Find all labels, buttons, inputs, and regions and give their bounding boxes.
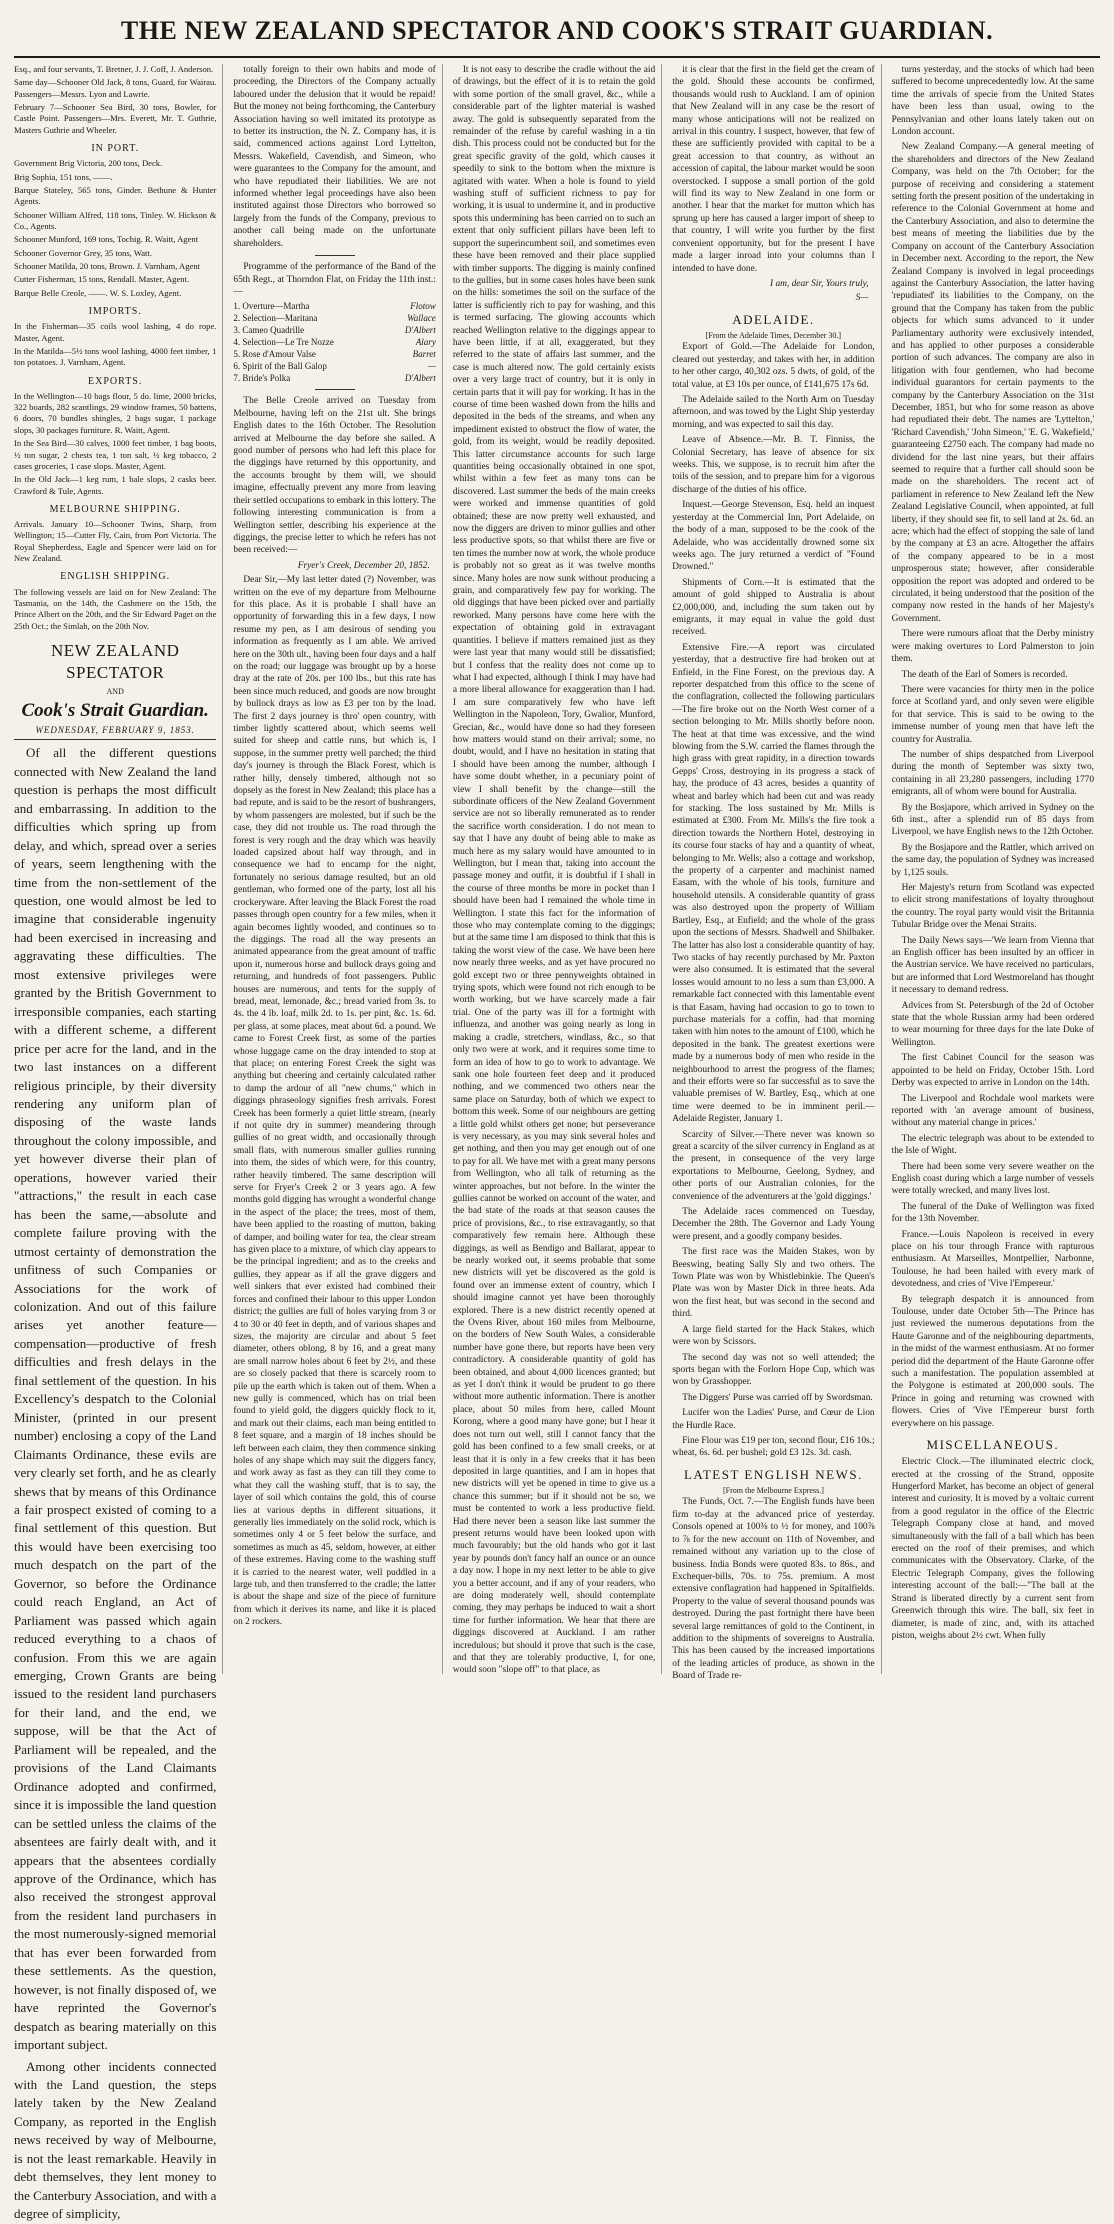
in-port-entry: Schooner Munford, 169 tons, Tochig. R. Waitt, Agent [14,234,199,245]
in-port-heading: IN PORT. [91,143,140,155]
news-paragraph: The first race was the Maiden Stakes, won by Beeswing, beating Sally Sly and two others. The Town Plate was won by Whistlebinkie. The Queen's Plate was won by Master Dick in three heats. Ada won the first heat, but was second in the second and third. [672,1247,875,1320]
news-paragraph: By the Bosjapore, which arrived in Sydney on the 6th inst., after a splendid run of 85 days from Liverpool, we have English news to the 12th October. [891,802,1095,838]
news-paragraph: Lucifer won the Ladies' Purse, and Cœur de Lion the Hurdle Race. [672,1408,875,1431]
in-port-entry: Schooner Governor Grey, 35 tons, Watt. [14,247,152,258]
programme-intro: Programme of the performance of the Band of the 65th Regt., at Thorndon Flat, on Friday the 11th inst.:— [233,262,436,297]
letter-paragraph: Dear Sir,—My last letter dated (?) November, was written on the eve of my departure from Melbourne for this place. As it is probable I shall have an opportunity of forwarding this in a few days, I now resume my pen, as I am desirous of sending you information as frequently as I am able. We arrived here on the 30th ult., having been four days and a half on the road; our luggage was brought up by a horse dray at the rate of 20s. per 100 lbs., but this rate has been since much reduced, and goods are now brought by bullock drays as low as £3 per ton by the load. The first 2 days journey is thro' open country, with timber lightly scattered about, which seems well suited for sheep and cattle runs, but which is, I suppose, in the summer pretty well parched; the third day's journey is through the Black Forest, which is rather hilly, densely timbered, although not so dopsely as the forest in New Zealand; this place has a bad repute, and is said to be the resort of bushrangers, by whom passengers are molested, but if such be the case, they did not trouble us. The road through the forest is very rough and the dray which was heavily loaded capsized about half way through, and in consequence we had to encamp for the night, fortunately no serious damage resulted, but an old gentleman, who formed one of the party, lost all his crockeryware. After leaving the Black Forest the road passes through open country for a few miles, when it again becomes lightly wooded, and continues so to the diggings. The road all the way presents an animated appearance from the great amount of traffic upon it, numerous horse and bullock drays going and returning, and hundreds of foot passengers. Public houses are numerous, and tents for the supply of bread, meat, lemonade, &c.; bread varied from 3s. to 4s. the 4 lb. loaf, milk 2d. to 1s. per pint, &c. 1s. 6d. per glass, at some places, meat about 6d. a pound. We came to Forest Creek first, as some of the parties whose luggage came on the dray intended to stop at that place; on entering Forest Creek the sight was anything but cheering and certainly calculated rather to damp the ardour of all "new chums," which in diggings phraseology signifies fresh arrivals. Forest Creek has been formerly a quiet little stream, (nearly if not quite dry in summer) meandering through gullies of no great width, and occasionally through small flats, with numerous smaller gullies running into them, the sides of which were, for this country, rather heavily timbered. The same description will serve for Fryer's Creek 2 or 3 years ago. A few months gold digging has wrought a wonderful change in the aspect of the place; the trees, most of them, have been applied to the roasting of mutton, baking of damper, and boiling water for tea, the clear stream has given place to a mixture, of which clay appears to be the principal ingredient; and as to the creeks and gullies, they appear as if all the grave diggers and well sinkers that ever existed had combined their forces and confined their labour to this upper London district; the gullies are full of holes varying from 3 or 4 to 30 or 40 feet in depth, and of various shapes and sizes, the majority are circular and about 5 feet diameter, others oblong, 8 by 16, and a great many are small narrow holes about 6 feet by 2½, and these are so closely packed that there is scarcely room to pile up the earth which is taken out of them. When a new gully is commenced, which has on trial been found to yield gold, the diggers quickly flock to it, and mark out their claims, each man being entitled to 8 feet square, and a margin of 18 inches should be left between each claim, they then commence sinking holes of any shape which may suit the diggers fancy, and work away as fast as they can till they come to what they call the washing stuff, that is to say, the layer of soil which contains the gold, this of course lies at various depths in different situations, it generally lies immediately on the solid rock, which is sometimes only 4 or 5 feet below the surface, and sometimes as much as 45, seldom, however, at either of these extremes. Having come to the washing stuff it is carried to the nearest water, well puddled in a large tub, and then transferred to the cradle; the latter is about the shape and size of the piece of furniture from which it derives its name, and like it is placed on 2 rockers. [233,575,436,1628]
article-paragraph: The Belle Creole arrived on Tuesday from Melbourne, having left on the 21st ult. She brings English dates to the 16th October. The Resolution arrived at Melbourne the day before she sailed. A good number of persons who had left this place for the diggings have returned by this opportunity, and the accounts brought by them will, we should imagine, effectually prevent any more from leaving their settled occupations to embark in this lottery. The following interesting communication is from a Wellington settler, describing his experience at the diggings, the precise letter to which he refers has not been received:— [233,396,436,556]
in-port-entry: Cutter Fisherman, 15 tons, Rendall. Master, Agent. [14,274,190,285]
exports-entry: In the Old Jack—1 keg rum, 1 bale slops, 2 casks beer. Crawford & Tule, Agents. [14,474,217,496]
divider [315,389,355,390]
news-paragraph: The funeral of the Duke of Wellington was fixed for the 13th November. [891,1201,1095,1225]
column-1 [14,64,223,2222]
news-paragraph: By the Bosjapore and the Rattler, which arrived on the same day, the population of Sydney was increased by 1,125 souls. [891,842,1095,878]
news-paragraph: Advices from St. Petersburgh of the 2d of October state that the whole Russian army had been ordered to wear mourning for three days for the late Duke of Wellington. [891,1000,1095,1048]
masthead-rule [14,56,1100,58]
news-paragraph: The second day was not so well attended; the sports began with the Forlorn Hope Cup, which was won by Grasshopper. [672,1352,875,1388]
latest-news-source: [From the Melbourne Express.] [722,1485,824,1495]
news-paragraph: Extensive Fire.—A report was circulated yesterday, that a destructive fire had broken out at Enfield, in the Fine Forest, on the previous day. A reporter despatched from this office to the scene of the conflagration, collected the following particulars—The fire broke out on the North West corner of a section belonging to Mr. Mills shortly before noon. The heat at that time was excessive, and the wind blowing from the S.W. carried the flames through the high grass with great rapidity, in a direction towards Gepps' Cross, destroying in its progress a stack of hay, the produce of 43 acres, besides a quantity of wheat and barley which had been cut and was ready for stacking. The loss sustained by Mr. Mills is estimated at £300. From Mr. Mills's the fire took a direction towards the Northern Hotel, destroying in its course four stacks of hay and a quantity of wheat, belonging to Mr. Wells; also a cottage and workshop, the property of a carpenter and machinist named Easam, with the whole of his tools, furniture and household utensils. A considerable quantity of grass was also destroyed upon the property of William Bartley, Esq., at Enfield; and the whole of the grass upon the sections of Messrs. Shadwell and Shilbaker. The latter has also lost a considerable quantity of hay. Two stacks of hay recently purchased by Mr. Paxton were also consumed. It is estimated that the several losses would amount to no less a sum than £3,000. A remarkable fact connected with this lamentable event is that Easam, having had occasion to go to town to purchase materials for a coffin, had that morning taken with him notes to the amount of £100, which he deposited in the bank. The greatest exertions were made by a numerous body of men who reside in the neighbourhood to arrest the progress of the flames; and their efforts were so far successful as to save the valuable premises of W. Bartley, Esq., which at one time were deemed to be in imminent peril.—Adelaide Register, January 1. [672,642,875,1125]
news-paragraph: The Adelaide sailed to the North Arm on Tuesday afternoon, and was towed by the Light Ship yesterday morning, and was expected to sail this day. [672,395,875,430]
news-paragraph: There were vacancies for thirty men in the police force at Scotland yard, and only seven were eligible for that service. This is said to be owing to the immense number of young men that have left the country for Australia. [891,684,1095,745]
letter-paragraph: it is clear that the first in the field get the cream of the gold. Should these accounts be confirmed, thousands would rush to Auckland. I am of opinion that New Zealand will in any case be the resort of many whose anticipations will not be realized on arrival in this country. I suspect, however, that few of these are sufficiently provided with capital to be a great accession to that country, as without an accession of capital, the labour market would be soon overstocked. I suppose a small portion of the gold will find its way to New Zealand in one form or another. I hear that the market for mutton which has sprung up here has caused a larger import of sheep to that country, I will write you further by the first convenient opportunity, but for the present I have made a larger inroad into your columns than I intended to have done. [672,65,875,274]
programme-item: 2. Selection—Maritana Wallace [233,313,436,324]
news-paragraph: The Diggers' Purse was carried off by Swordsman. [682,1392,873,1403]
passenger-entry: Same day—Schooner Old Jack, 8 tons, Guard, for Wairau. Passengers—Messrs. Lyon and Lawrie. [14,77,217,99]
column-3 [453,64,662,1674]
news-paragraph: Her Majesty's return from Scotland was expected to elicit strong manifestations of loyalty throughout the country. The royal party would visit the Britannia Tubular Bridge over the Menai Straits. [891,883,1095,931]
column-2 [233,64,442,1674]
programme-item: 5. Rose d'Amour Valse Barret [233,348,436,359]
melbourne-shipping-text: Arrivals. January 10—Schooner Twins, Sharp, from Wellington; 15—Cutter Fly, Cain, from Port Victoria. The Royal Shepherdess, Eagle and Spencer were laid on for New Zealand. [14,519,217,564]
paper-title-and: AND [106,686,124,696]
english-shipping-heading: ENGLISH SHIPPING. [60,571,171,583]
adelaide-heading: ADELAIDE. [732,311,815,327]
article-paragraph: totally foreign to their own habits and mode of proceeding, the Directors of the Company actually laboured under the delusion that it would be repaid! But the money not being forthcoming, the Canterbury Association having so well imitated its prototype as to better its instruction, the N. Z. Company has, it is said, commenced actions against Lord Lyttelton, Messrs. Wakefield, Cavendish, and Simeon, who were guarantees to the Company for the amount, and who have repudiated their liabilities. We are not informed whether legal proceedings have also been instituted against those Directors who borrowed so largely from the funds of the Company, previous to another call being made on the unfortunate shareholders. [233,65,436,249]
programme-item: 4. Selection—Le Tre Nozze Alary [233,336,436,347]
column-5 [892,64,1100,1674]
programme-item: 7. Bride's Polka D'Albert [233,372,436,383]
news-paragraph: Shipments of Corn.—It is estimated that the amount of gold shipped to Australia is about £2,000,000, and, including the sum taken out by emigrants, it may equal in value the gold dust received. [672,577,875,638]
article-paragraph: Of all the different questions connected with New Zealand the land question is perhaps the most difficult and embarrassing. In addition to the difficulties which spring up from delay, and which, spread over a series of years, seem lengthening with the time from the non-settlement of the question, one would almost be led to imagine that considerable ingenuity had been exercised in increasing and aggravating these difficulties. The most extensive privileges were granted by the British Government to irresponsible companies, each starting with a different scheme, a different price per acre for the land, and in the two last instances on a different religious principle, by their diversity rendering any uniform plan of disposing of the waste lands throughout the colony impossible, and yet however diverse their plan of operations, however varied their "attractions," the result in each case has been the same,—absolute and complete failure proving with the utmost certainty of demonstration the unfitness of such Companies or Associations for the work of colonization. And out of this failure arises yet another feature—compensation—productive of fresh difficulties and fresh delays in the final settlement of the question. In his Excellency's despatch to the Colonial Minister, (printed in our present number) enclosing a copy of the Land Claimants Ordinance, these evils are very clearly set forth, and he as clearly shews that by means of this Ordinance a fair prospect existed of coming to a final settlement of this question. But this would have been exercising too much despatch on the part of the Governor, so before the Ordinance could reach England, an Act of Parliament was passed which again reduced everything to a chaos of confusion. From this we are again emerging, Crown Grants are being issued to the resident land purchasers for their land, and the end, we suppose, will be that the Act of Parliament will be repealed, and the provisions of the Land Claimants Ordinance adopted and confirmed, since it is impossible the land question can be settled unless the claims of the absentees are fairly dealt with, and it appears that the absentees cordially approve of the Ordinance, which has also received the strongest approval from the resident land purchasers in the most numerously-signed memorial that has ever been forwarded from these settlements. As the question, however, is not finally disposed of, we have reprinted the Governor's despatch as bearing materially on this important subject. [14,745,217,2053]
news-paragraph: New Zealand Company.—A general meeting of the shareholders and directors of the New Zealand Company, was held on the 7th October; for the purpose of receiving and considering a statement setting forth the present position of the undertaking in reference to the Colonial Government at home and the Canterbury Association, and also to determine the best means of meeting the liabilities due by the Company on account of the Canterbury Association in December next. According to the report, the New Zealand Company is involved in legal proceedings against the Canterbury Association, the latter having 'repudiated' its liabilities to the Company, on the ground that the Company has taken from the public objects for which sums advanced to it under Parliamentary authority were exclusively intended, and has applied to other purposes a considerable portion of such advances. The company are also in litigation with four gentlemen, who had become individual guarantors for certain payments to the company by the Canterbury Association on the 31st December, 1851, but who for some reason as above had repudiated their debt. The names are 'Lyttelton,' 'Richard Cavendish,' 'John Simeon,' 'E. G. Wakefield,' guaranteeing £2750 each. The company had made no dividend for the last nine years, but their affairs seemed to require that a further call should soon be made on the shareholders. The recent act of parliament in reference to New Zealand left the New Zealand Legislative Council, when appointed, at full liberty, if they should see fit, to sell land at 2s. 6d. an acre; which had the effect of stopping the sale of land by the company at £3 an acre. Altogether the affairs of the company appeared to be in a most unprosperous state; however, after considerable opposition the report was adopted and ordered to be circulated, it being understood that the position of the company now rested in the hands of her Majesty's Government. [891,142,1095,624]
programme-item: 1. Overture—Martha Flotow [233,301,436,312]
news-paragraph: The Adelaide races commenced on Tuesday, December the 28th. The Governor and Lady Young were present, and a goodly company besides. [672,1207,875,1242]
news-paragraph: Fine Flour was £19 per ton, second flour, £16 10s.; wheat, 6s. 6d. per bushel; gold £3 12s. 3d. cash. [672,1435,875,1459]
news-paragraph: The Liverpool and Rochdale wool markets were reported with 'an average amount of business, without any material change in prices.' [891,1093,1095,1129]
news-paragraph: A large field started for the Hack Stakes, which were won by Scissors. [672,1324,875,1348]
melbourne-shipping-heading: MELBOURNE SHIPPING. [49,503,181,515]
divider [315,255,355,256]
news-paragraph: Inquest.—George Stevenson, Esq. held an inquest yesterday at the Commercial Inn, Port Adelaide, on the body of a man, supposed to be the cook of the Adelaide, who was accidentally drowned some six weeks ago. The jury returned a verdict of "Found Drowned." [672,500,875,573]
news-paragraph: The Daily News says—'We learn from Vienna that an English officer has been insulted by an officer in the Austrian service. We have received no particulars, but are informed that Lord Westmoreland has thought it necessary to demand redress. [891,935,1095,996]
imports-entry: In the Matilda—5½ tons wool lashing, 4000 feet timber, 1 ton potatoes. J. Varnham, Agent. [14,345,217,368]
in-port-entry: Schooner Matilda, 20 tons, Brown. J. Varnham, Agent [14,261,201,271]
paper-title: NEW ZEALAND SPECTATOR [50,641,180,683]
exports-entry: In the Sea Bird—30 calves, 1000 feet timber, 1 bag boots, ½ ton sugar, 2 chests tea, 1 ton salt, ½ keg tobacco, 2 cases groceries, 1 case slops. Master, Agent. [14,438,217,471]
programme-list [233,301,435,384]
article-paragraph: Among other incidents connected with the Land question, the steps lately taken by the New Zealand Company, as reported in the English news received by way of Melbourne, is not the least remarkable. Heavily in debt themselves, they lent money to the Canterbury Association, and with a degree of simplicity, [14,2058,217,2222]
in-port-entry: Barque Stateley, 565 tons, Ginder. Bethune & Hunter Agents. [14,184,217,207]
news-paragraph: Scarcity of Silver.—There never was known so great a scarcity of the silver currency in England as at the present, in consequence of the very large exportations to Melbourne, Geelong, Sydney, and other ports of our Australian colonies, for the convenience of the adventurers at the 'gold diggings.' [672,1129,875,1202]
in-port-entry: Brig Sophia, 151 tons, ——. [14,171,113,182]
in-port-entry: Barque Belle Creole, ——. W. S. Loxley, Agent. [14,287,182,298]
leading-article [14,744,216,2223]
dateline: WEDNESDAY, FEBRUARY 9, 1853. [14,725,216,741]
news-paragraph: There were rumours afloat that the Derby ministry were making overtures to Lord Palmerston to join them. [891,629,1095,665]
programme-item: 6. Spirit of the Ball Galop — [233,360,436,371]
news-paragraph: Export of Gold.—The Adelaide for London, cleared out yesterday, and takes with her, in addition to her other cargo, 40,302 ozs. 5 dwts, of gold, of the total value, at £3 10s per ounce, of £141,675 17s 6d. [672,342,875,390]
news-paragraph: The electric telegraph was about to be extended to the Isle of Wight. [891,1133,1095,1157]
exports-entry: In the Wellington—10 bags flour, 5 do. lime, 2000 bricks, 322 boards, 282 scantlings, 29 window frames, 50 battens, 6 doors, 70 bundles shingles, 2 bags sugar, 1 package slops, 30 packages furniture. R. Waitt, Agent. [14,390,217,435]
news-paragraph: There had been some very severe weather on the English coast during which a large number of vessels were totally wrecked, and many lives lost. [891,1161,1095,1197]
in-port-entry: Government Brig Victoria, 200 tons, Deck. [14,158,163,169]
passenger-entry: Esq., and four servants, T. Bretner, J. J. Coff, J. Anderson. [14,64,214,74]
news-paragraph: Leave of Absence.—Mr. B. T. Finniss, the Colonial Secretary, has leave of absence for six weeks. This, we suppose, is to recruit him after the toils of the session, and to prepare him for a vigorous discharge of the duties of his office. [672,435,875,495]
exports-heading: EXPORTS. [88,375,143,387]
columns [14,64,1100,2222]
letter-signature: S— [855,293,869,304]
paper-subtitle: Cook's Strait Guardian. [21,700,209,722]
news-paragraph: By telegraph despatch it is announced from Toulouse, under date October 5th—The Prince has just reviewed the numerous deputations from the Haute Garonne and of the neighbouring departments, in the midst of the warmest enthusiasm. At no former period did the department of the Haute Garonne offer such a manifestation. The population assembled at the Polygone is estimated at 200,000 souls. The Prince in going and returning was crowned with flowers. Cries of 'Vive l'Empereur burst forth everywhere on his passage. [891,1294,1095,1429]
letter-paragraph: It is not easy to describe the cradle without the aid of drawings, but the effect of it is to retain the gold with some portion of the small gravel, &c., while a considerable part of the lighter material is washed away. The gold is subsequently separated from the remainder of the refuse by careful washing in a tin dish. This process could not be conducted but for the great specific gravity of the gold, which causes it speedily to sink to the bottom when the mixture is agitated with water. When a hole is found to yield washing stuff of sufficient richness to pay for working, it is usual to undermine it, and in productive spots this undermining has been carried on to such an extent that only sufficient pillars have been left to support the superincumbent soil, and sometimes even these have been removed and their place supplied with timber supports. The digging is mainly confined to the gullies, but in some cases holes have been sunk on the hills: sometimes the soil on the surface of the latter is sufficiently rich to pay for washing, and this is termed surfacing. The glowing accounts which reached Wellington relative to the diggings appear to have been little, if at all, exaggerated, but they referred to the state of affairs last summer, and the case is much altered now. The gold certainly exists over a very large tract of country, but it is only in certain parts that it will pay for working. It has in the course of time been washed down from the hills and deposited in the beds of the streams, and when any impediment existed to obstruct the flow of water, the gold, from its weight, would be readily deposited. This latter circumstance accounts for such large quantities being occasionally obtained in one spot, whilst within a few feet as many tons can be discovered. Last summer the beds of the main creeks were worked and immense quantities of gold obtained; these are now pretty well exhausted, and now the diggers are driven to minor gullies and other less productive spots, so that whilst there are five or ten times the number now at work, the whole produce is probably not so great as it was twelve months since. Many holes are now sunk without producing a grain, and comparatively few pay for working. The old diggings that have been picked over and partially reworked. Many persons have come here with the expectation of obtaining gold in extravagant quantities. I believe if matters remained just as they were last year that many would still be dissatisfied; but I confess that the reality does not come up to what I had expected, although I think I may have had a more liberal allowance for exaggeration than I had. I am sure comparatively few who have left Wellington in the Napoleon, Tory, Gwalior, Munford, Grecian, &c., would have done so had they foreseen how matters would stand on their arrival; some, no doubt, would, and I have no hesitation in stating that I should have been among the number, although I have some doubt whether, in a pecuniary point of view I shall benefit by the change—still the subordinate officers of the New Zealand Government service are not so liberally remunerated as to render the sacrifice worth consideration. I do not mean to say that I have any doubt of being able to make as much here as my salary would have amounted to in Wellington, but I mean that, taking into account the passage money and outfit, it is doubtful if I shall in the course of three months be more in pocket than I should have been had I remained the whole time in Wellington. I state this fact for the information of those who may contemplate coming to the diggings; but at the same time I am disposed to think that this is taking the worst view of the case. We have been here now nearly three weeks, and as yet have procured no gold except two or three pennyweights obtained in trying spots, which were found not rich enough to be worth working, but we have scarcely made a fair trial. One of the party was ill for a fortnight with influenza, and another was going nearly as long in making a cradle, stretchers, windlass, &c., so that only two were at work, and it requires some time to form an idea of how to go to work to advantage. We sank one hole fourteen feet deep and it produced nothing, and we commenced two others near the same place on Saturday, both of which we expect to bottom this week. Some of our neighbours are getting a little gold whilst others get none; but perseverance is very necessary, as you may sink several holes and get nothing, and then you may get enough out of one to pay for all. We have met with a great many persons from Wellington, who all talk of returning as the winter approaches, but not before. In the winter the gullies cannot be worked on account of the water, and the bad state of the roads at that season causes the price of provisions, &c., to rise extravagantly, so that comparatively few remain here. Although these diggings, as well as Bendigo and Ballarat, appear to be nearly worked out, it seems probable that some new districts will yet be discovered as the gold is found over an immense extent of country, which I should imagine cannot yet have been thoroughly explored. There is a new district recently opened at the Ovens River, about 160 miles from Melbourne, on the borders of New South Wales, a considerable number have gone there, but reports have been very contradictory. A considerable quantity of gold has been obtained, and about 4,000 licences granted; but as yet I don't think it would be prudent to go there without more authentic information. There is another place, about 50 miles from here, called Mount Korong, where a good many have gone; but I hear it does not turn out well, still I cannot fancy that the gold has been confined to a few small creeks, or at least that it is only in a few creeks that it has been deposited in large quantities, and I am in hopes that new districts will yet be opened in time to give us a chance this summer; but if it should not be so, we must be contented to work a less productive field. Had there never been a season like last summer the present returns would have been looked upon with much favourably; but the old hands who got it last year by pounds don't fancy half an ounce or an ounce a day now. I hope in my next letter to be able to give you a better account, and if any of your readers, who are doing moderately well, should contemplate coming, they may perhaps be induced to wait a short time for further information. We hear that there are diggings discovered at Auckland. I am rather incredulous; but should it prove that such is the case, and that they are tolerably productive, I, for one, would soon "slope off" to that place, as [452,65,656,1676]
shipping-section [14,64,216,632]
news-paragraph: France.—Louis Napoleon is received in every place on his tour through France with rapturous enthusiasm. At Marseilles, Montpellier, Narbonne, Toulouse, he had been hailed with every mark of devotedness, and cries of 'Vive l'Empereur.' [891,1229,1095,1290]
english-shipping-text: The following vessels are laid on for New Zealand: The Tasmania, on the 14th, the Cashmere on the 15th, the Prince Albert on the 20th, and the Sir Edward Paget on the 25th Oct.; the Simlah, on the 20th Nov. [14,586,217,631]
passenger-entry: February 7—Schooner Sea Bird, 30 tons, Bowler, for Castle Point. Passengers—Mrs. Everett, Mr. T. Guthrie, Masters Guthrie and Wheeler. [14,102,217,135]
news-paragraph: Electric Clock.—The illuminated electric clock, erected at the crossing of the Strand, opposite Hungerford Market, has become an object of general interest and curiosity. It is moved by a voltaic current from a good regulator in the office of the Electric Telegraph Company close at hand, and moved simultaneously with the fall of a ball which has been erected on the roof of their premises, and which communicates with the Observatory. Clarke, of the Electric Telegraph Company, gives the following interesting account of the ball:—"The ball at the Strand is liberated directly by a current sent from Greenwich through this wire. The ball, six feet in diameter, is made of zinc, and, with its attached piston, weighs about 2½ cwt. When fully [891,1457,1095,1641]
masthead: THE NEW ZEALAND SPECTATOR AND COOK'S STRAIT GUARDIAN. [120,16,994,45]
imports-entry: In the Fisherman—35 coils wool lashing, 4 do rope. Master, Agent. [14,321,217,343]
news-paragraph: The first Cabinet Council for the season was appointed to be held on Friday, October 15th. Lord Derby was expected to arrive in London on the 14th. [891,1053,1095,1089]
miscellaneous-heading: MISCELLANEOUS. [926,1437,1060,1453]
news-paragraph: The number of ships despatched from Liverpool during the month of September was sixty two, containing in all 23,280 passengers, including 1770 emigrants, all of whom were bound for Australia. [891,749,1095,798]
news-paragraph: The Funds, Oct. 7.—The English funds have been firm to-day at the advanced price of yesterday. Consols opened at 100⅜ to ½ for money, and 100⅞ to ⅞ for the new account on 11th of November, and remained without any variation up to the close of business. India Bonds were quoted 83s. to 86s., and Exchequer-bills, 70s. to 75s. premium. A most extensive conflagration had happened in Spitalfields. Property to the value of several thousand pounds was destroyed. During the past fortnight there have been several large remittances of gold to the Continent, in addition to the shipments of sovereigns to Australia. This has been caused by the increased importations of the leading articles of produce, as shown in the Board of Trade re- [672,1497,875,1682]
news-paragraph: turns yesterday, and the stocks of which had been suffered to become unprecedentedly low. At the same time the arrivals of specie from the United States have been less than usual, owing to the Pennsylvanian and other loans lately taken out on London account. [891,65,1095,138]
adelaide-source: [From the Adelaide Times, December 30.] [705,330,842,340]
imports-heading: IMPORTS. [88,306,142,318]
column-4 [672,64,881,1682]
in-port-entry: Schooner William Alfred, 118 tons, Tinley. W. Hickson & Co., Agents. [14,209,217,231]
letter-closing: I am, dear Sir, Yours truly, [769,278,869,289]
letter-heading: Fryer's Creek, December 20, 1852. [297,560,430,571]
programme-item: 3. Cameo Quadrille D'Albert [233,325,436,336]
latest-news-heading: LATEST ENGLISH NEWS. [683,1466,863,1482]
news-paragraph: The death of the Earl of Somers is recorded. [901,669,1068,680]
